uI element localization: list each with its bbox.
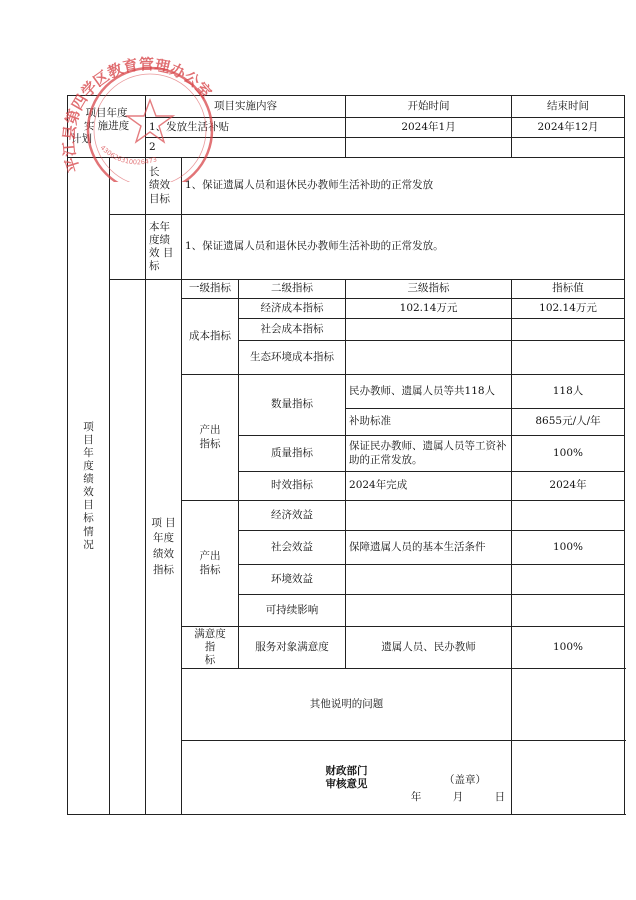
plan-label-line: 项目年度 xyxy=(85,106,128,119)
cost-level2: 社会成本指标 xyxy=(239,319,346,341)
cost-level2: 经济成本指标 xyxy=(239,299,346,319)
label-line: 本年 xyxy=(149,220,170,233)
other-label: 其他说明的问题 xyxy=(182,669,512,741)
label-line: 指标 xyxy=(199,437,221,450)
effect-value xyxy=(512,565,625,595)
effect-value xyxy=(512,595,625,627)
plan-header-start: 开始时间 xyxy=(346,96,512,118)
quantity-level2: 数量指标 xyxy=(239,375,346,436)
effect-value xyxy=(512,501,625,531)
output-level1 xyxy=(182,375,239,501)
satisfaction-level1 xyxy=(182,627,239,669)
label-line: 指标 xyxy=(153,563,174,576)
timeliness-value: 2024年 xyxy=(512,472,625,501)
cost-value xyxy=(512,319,625,341)
cost-level1: 成本指标 xyxy=(182,299,239,375)
label-line: 指 xyxy=(204,641,216,654)
satisfaction-level2: 服务对象满意度 xyxy=(239,627,346,669)
label-line: 长 xyxy=(149,166,160,179)
plan-row-start: 2024年1月 xyxy=(346,118,512,138)
label-line: 目标 xyxy=(149,192,170,205)
quantity-level3: 补助标准 xyxy=(346,409,512,436)
goals-section-label xyxy=(68,158,110,815)
label-char: 度 xyxy=(83,459,94,472)
label-line: 绩效 xyxy=(149,179,170,192)
cost-level3 xyxy=(346,319,512,341)
effect-level3: 保障遗属人员的基本生活条件 xyxy=(346,531,512,565)
plan-label xyxy=(68,96,146,158)
label-char: 目 xyxy=(83,433,94,446)
plan-label-line: 计划 xyxy=(71,133,92,146)
cost-value: 102.14万元 xyxy=(512,299,625,319)
plan-row-start xyxy=(346,138,512,158)
label-line: 满意度 xyxy=(194,628,226,640)
date-line: 年 月 日 xyxy=(410,790,520,803)
label-char: 绩 xyxy=(83,473,94,486)
plan-header-end: 结束时间 xyxy=(512,96,625,118)
header-value: 指标值 xyxy=(512,280,625,299)
quality-value: 100% xyxy=(512,436,625,472)
annual-goal-text: 1、保证遗属人员和退休民办教师生活补助的正常发放。 xyxy=(182,215,625,280)
satisfaction-level3: 遗属人员、民办教师 xyxy=(346,627,512,669)
plan-row-content: 2 xyxy=(146,138,346,158)
timeliness-level3: 2024年完成 xyxy=(346,472,512,501)
quantity-value: 118人 xyxy=(512,375,625,409)
satisfaction-value: 100% xyxy=(512,627,625,669)
label-char: 项 xyxy=(83,420,94,433)
quality-level2: 质量指标 xyxy=(239,436,346,472)
effect-level1 xyxy=(182,501,239,627)
label-line: 效 目 xyxy=(149,247,174,259)
plan-row-end: 2024年12月 xyxy=(512,118,625,138)
other-text xyxy=(512,669,625,741)
effect-level2: 经济效益 xyxy=(239,501,346,531)
seal-text-path: 平江县第四学区教育管理办公室 xyxy=(59,55,216,175)
timeliness-level2: 时效指标 xyxy=(239,472,346,501)
label-line: 指标 xyxy=(199,563,221,576)
effect-level2: 社会效益 xyxy=(239,531,346,565)
effect-level2: 可持续影响 xyxy=(239,595,346,627)
label-line: 产出 xyxy=(199,424,221,437)
effect-value: 100% xyxy=(512,531,625,565)
performance-form xyxy=(67,95,625,815)
header-level3: 三级指标 xyxy=(346,280,512,299)
effect-level2: 环境效益 xyxy=(239,565,346,595)
finance-signature xyxy=(390,772,540,806)
indicator-side-label xyxy=(146,280,182,815)
label-char: 年 xyxy=(83,446,94,459)
spacer-cell xyxy=(110,158,146,215)
cost-value xyxy=(512,341,625,375)
plan-header-content: 项目实施内容 xyxy=(146,96,346,118)
label-line: 度绩 xyxy=(149,233,170,246)
label-char: 目 xyxy=(83,499,94,512)
label-char: 标 xyxy=(83,512,94,525)
effect-level3 xyxy=(346,501,512,531)
header-level1: 一级指标 xyxy=(182,280,239,299)
label-char: 情 xyxy=(83,525,94,538)
quantity-value: 8655元/人/年 xyxy=(512,409,625,436)
effect-level3 xyxy=(346,565,512,595)
spacer-cell xyxy=(110,280,146,815)
plan-row-content: 1、发放生活补贴 xyxy=(146,118,346,138)
quality-level3: 保证民办教师、遗属人员等工资补助的正常发放。 xyxy=(346,436,512,472)
label-char: 况 xyxy=(83,538,94,551)
cost-level2: 生态环境成本指标 xyxy=(239,341,346,375)
label-line: 财政部门 xyxy=(325,764,368,777)
label-line: 产出 xyxy=(199,550,221,563)
label-char: 效 xyxy=(83,486,94,499)
cost-level3: 102.14万元 xyxy=(346,299,512,319)
plan-row-end xyxy=(512,138,625,158)
quantity-level3: 民办教师、遗属人员等共118人 xyxy=(346,375,512,409)
label-line: 标 xyxy=(204,654,216,667)
effect-level3 xyxy=(346,595,512,627)
label-line: 年度 xyxy=(153,532,174,545)
label-line: 审核意见 xyxy=(325,777,368,790)
header-level2: 二级指标 xyxy=(239,280,346,299)
seal-note: （盖章） xyxy=(444,774,486,786)
label-line: 项 目 xyxy=(151,516,176,529)
label-line: 绩效 xyxy=(153,548,174,561)
cost-level3 xyxy=(346,341,512,375)
label-line: 标 xyxy=(149,260,160,273)
annual-goal-label xyxy=(146,215,182,280)
long-term-goal-text: 1、保证遗属人员和退休民办教师生活补助的正常发放 xyxy=(182,158,625,215)
spacer-cell xyxy=(110,215,146,280)
long-term-goal-label xyxy=(146,158,182,215)
plan-label-line: 实 施进度 xyxy=(83,119,130,132)
seal-code-path: 430626310026473 xyxy=(98,143,158,167)
